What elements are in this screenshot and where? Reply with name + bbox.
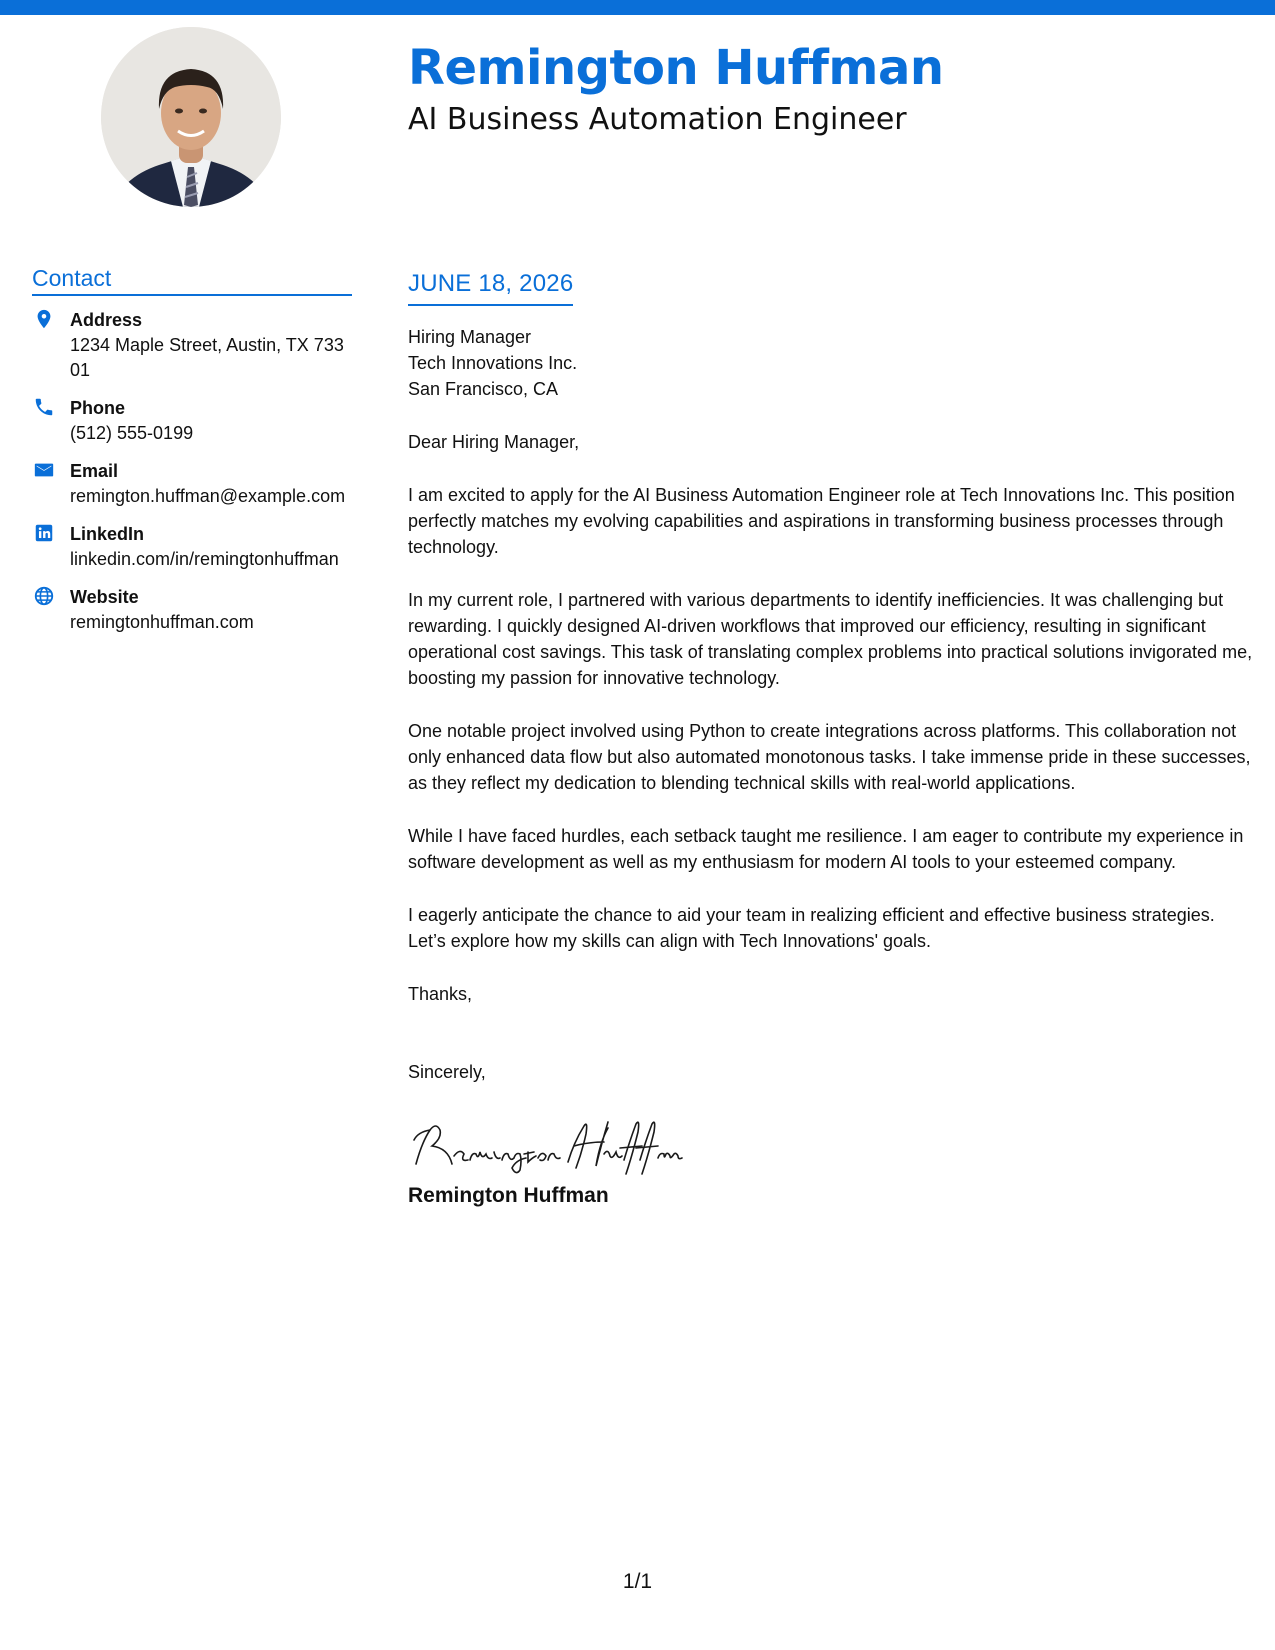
closing: Sincerely, (408, 1062, 486, 1082)
recipient-line: San Francisco, CA (408, 379, 559, 399)
address-value: 1234 Maple Street, Austin, TX 73301 (70, 335, 344, 380)
contact-sidebar (32, 265, 352, 648)
body-paragraph: I am excited to apply for the AI Business Automation Engineer role at Tech Innovations Inc. This position perfectly matches my evolving capabilities and aspirations in transforming business processes through technology. (408, 485, 1235, 557)
globe-icon (33, 585, 55, 607)
salutation: Dear Hiring Manager, (408, 432, 580, 452)
contact-item-address (32, 308, 352, 383)
linkedin-icon (33, 522, 55, 544)
phone-value: (512) 555-0199 (70, 423, 194, 443)
thanks-line: Thanks, (408, 984, 473, 1004)
recipient-block (408, 324, 1253, 402)
contact-label: Email (70, 461, 119, 481)
candidate-name: Remington Huffman (408, 40, 944, 96)
letter-body (408, 270, 1253, 1208)
email-icon (33, 459, 55, 481)
body-paragraph: One notable project involved using Python to create integrations across platforms. This collaboration not only enhanced data flow but also automated monotonous tasks. I take immense pride in these successes, as they reflect my dedication to blending technical skills with real-world applications. (408, 721, 1251, 793)
body-paragraph: While I have faced hurdles, each setback taught me resilience. I am eager to contribute my experience in software development as well as my enthusiasm for modern AI tools to your esteemed company. (408, 826, 1244, 872)
body-paragraph: I eagerly anticipate the chance to aid your team in realizing efficient and effective business strategies. Let’s explore how my skills can align with Tech Innovations' goals. (408, 905, 1215, 951)
phone-icon (33, 396, 55, 418)
contact-label: LinkedIn (70, 524, 145, 544)
contact-label: Website (70, 587, 139, 607)
page-number: 1/1 (622, 1570, 653, 1593)
letter-date: JUNE 18, 2026 (408, 270, 573, 306)
contact-item-website (32, 585, 352, 635)
recipient-line: Tech Innovations Inc. (408, 353, 578, 373)
signer-name: Remington Huffman (408, 1184, 609, 1207)
top-accent-bar (0, 0, 1275, 15)
website-link[interactable]: remingtonhuffman.com (70, 612, 254, 632)
email-link[interactable]: remington.huffman@example.com (70, 486, 346, 506)
handwritten-signature (408, 1112, 1253, 1176)
contact-item-linkedin (32, 522, 352, 572)
body-paragraph: In my current role, I partnered with various departments to identify inefficiencies. It was challenging but rewarding. I quickly designed AI-driven workflows that improved our efficiency, resulting in significant operational cost savings. This task of translating complex problems into practical solutions invigorated me, boosting my passion for innovative technology. (408, 590, 1253, 688)
recipient-line: Hiring Manager (408, 327, 532, 347)
linkedin-link[interactable]: linkedin.com/in/remingtonhuffman (70, 549, 339, 569)
contact-item-email (32, 459, 352, 509)
job-title: AI Business Automation Engineer (408, 102, 907, 137)
contact-item-phone (32, 396, 352, 446)
contact-heading: Contact (32, 265, 352, 296)
contact-list (32, 308, 352, 635)
profile-photo (101, 27, 281, 207)
map-pin-icon (33, 308, 55, 330)
contact-label: Phone (70, 398, 126, 418)
contact-label: Address (70, 310, 143, 330)
